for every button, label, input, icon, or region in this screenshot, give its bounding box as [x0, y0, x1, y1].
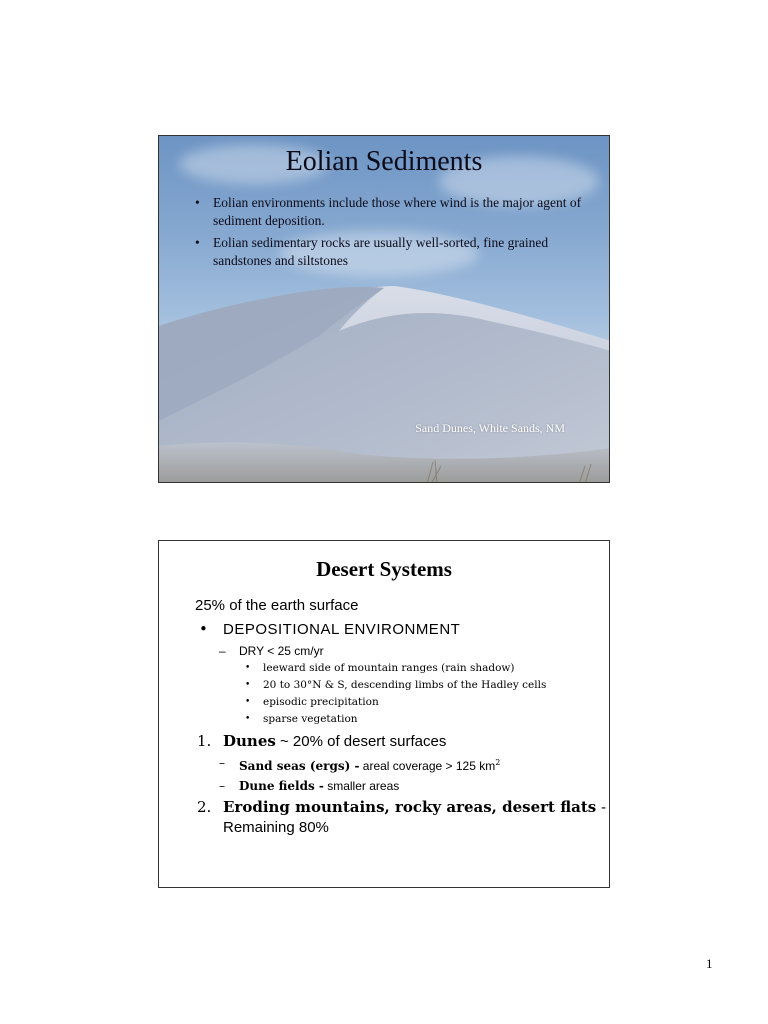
slide-body	[195, 595, 607, 837]
bullet-item	[195, 234, 585, 270]
bullet-marker: •	[245, 680, 251, 690]
bullet-marker: •	[245, 714, 251, 724]
sub-item	[195, 776, 595, 796]
dash-marker: –	[219, 779, 225, 793]
bullet-item	[195, 617, 595, 642]
bullet-text: Eolian sedimentary rocks are usually well-sorted, fine grained sandstones and siltstones	[213, 235, 549, 268]
superscript: 2	[495, 758, 501, 767]
sub-sub-item	[195, 677, 595, 694]
bullet-item	[195, 194, 585, 230]
numbered-item	[195, 730, 595, 753]
sub-sub-text: leeward side of mountain ranges (rain shadow)	[263, 662, 515, 674]
numbered-item	[195, 796, 607, 818]
item-dash: -	[596, 798, 607, 816]
sub-sub-item	[195, 694, 595, 711]
sub-item	[195, 753, 595, 776]
depositional-heading: DEPOSITIONAL ENVIRONMENT	[223, 621, 461, 638]
bullet-marker: •	[245, 663, 251, 673]
sub-item	[195, 642, 595, 660]
slide-title: Desert Systems	[316, 557, 452, 581]
bullet-text: Eolian environments include those where wind is the major agent of sediment deposition.	[213, 195, 582, 228]
sub-text: areal coverage > 125 km	[359, 759, 496, 773]
bullet-marker: •	[195, 235, 200, 250]
dry-text: DRY < 25 cm/yr	[239, 644, 324, 658]
bullet-marker: •	[199, 620, 208, 638]
sub-sub-text: sparse vegetation	[263, 713, 358, 725]
dash-marker: –	[219, 644, 226, 658]
intro-line: 25% of the earth surface	[195, 597, 359, 614]
bullet-marker: •	[195, 195, 200, 210]
photo-caption: Sand Dunes, White Sands, NM	[415, 421, 565, 435]
sub-sub-item	[195, 660, 595, 677]
sub-sub-item	[195, 711, 595, 728]
item-number: 2.	[197, 798, 212, 816]
slide-desert-systems	[158, 540, 610, 888]
item-bold-text: Dunes	[223, 732, 276, 750]
item-continuation: Remaining 80%	[223, 819, 329, 836]
sub-bold-text: Sand seas (ergs) -	[239, 759, 360, 773]
sub-text: smaller areas	[323, 779, 400, 793]
sub-bold-text: Dune fields -	[239, 779, 324, 793]
bullet-marker: •	[245, 697, 251, 707]
item-text: ~ 20% of desert surfaces	[275, 733, 447, 750]
dash-marker: –	[219, 756, 225, 770]
slide-title: Eolian Sediments	[285, 146, 483, 177]
slide-eolian-sediments	[158, 135, 610, 483]
item-number: 1.	[197, 732, 212, 750]
item-bold-text: Eroding mountains, rocky areas, desert flats	[223, 798, 597, 816]
sub-sub-text: episodic precipitation	[263, 696, 379, 708]
bullet-list	[195, 194, 585, 274]
page-number: 1	[706, 956, 713, 971]
sub-sub-text: 20 to 30°N & S, descending limbs of the Hadley cells	[263, 679, 547, 691]
